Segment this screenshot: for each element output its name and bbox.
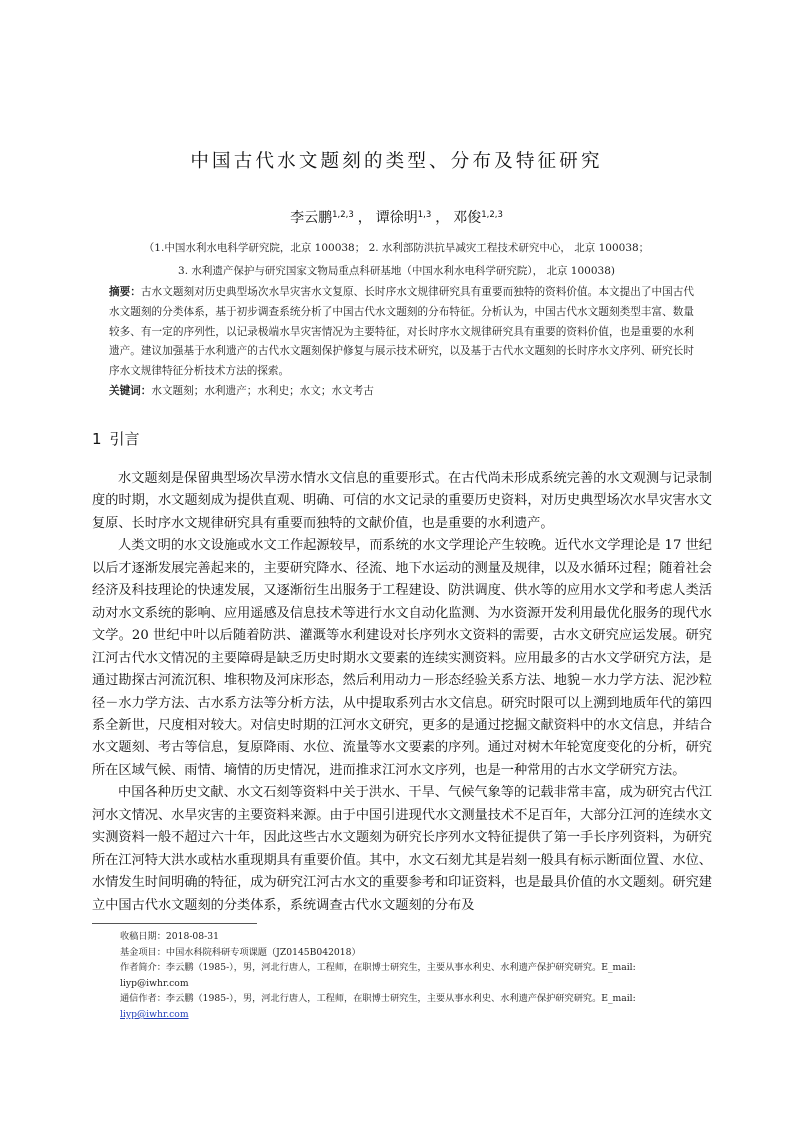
section-heading xyxy=(92,428,140,449)
keywords-text: 水文题刻；水利遗产；水利史；水文；水文考古 xyxy=(151,385,374,397)
author-name: 李云鹏 xyxy=(290,210,333,226)
footnote-divider xyxy=(92,923,257,924)
body-paragraph: 水文题刻是保留典型场次旱涝水情水文信息的重要形式。在古代尚未形成系统完善的水文观测与记录制度的时期，水文题刻成为提供直观、明确、可信的水文记录的重要历史资料，对历史典型场次水旱灾害水文复原、长时序水文规律研究具有重要而独特的文献价值，也是重要的水利遗产。 xyxy=(92,471,712,531)
section-number: 1 xyxy=(92,430,102,448)
footnote-fund: 基金项目：中国水科院科研专项课题（JZ0145B042018） xyxy=(120,946,361,958)
author-affiliation-mark: 1,2,3 xyxy=(481,210,503,220)
abstract-text: 古水文题刻对历史典型场次水旱灾害水文复原、长时序水文规律研究具有重要而独特的资料价值。本文提出了中国古代水文题刻的分类体系，基于初步调查系统分析了中国古代水文题刻的分布特征。分析认为，中国古代水文题刻类型丰富、数量较多、有一定的序列性，以记录极端水旱灾害情况为主要特征，对长时序水文规律研究具有重要的资料价值，也是重要的水利遗产。建议加强基于水利遗产的古代水文题刻保护修复与展示技术研究，以及基于古代水文题刻的长时序水文序列、研究长时序水文规律特征分析技术方法的探索。 xyxy=(109,286,695,378)
keywords xyxy=(109,383,694,398)
body-paragraph: 中国各种历史文献、水文石刻等资料中关于洪水、干旱、气候气象等的记载非常丰富，成为研究古代江河水文情况、水旱灾害的主要资料来源。由于中国引进现代水文测量技术不足百年，大部分江河的连续水文实测资料一般不超过六十年，因此这些古水文题刻为研究长序列水文特征提供了第一手长序列资料，为研究所在江河特大洪水或枯水重现期具有重要价值。其中，水文石刻尤其是岩刻一般具有标示断面位置、水位、水情发生时间明确的特征，成为研究江河古水文的重要参考和印证资料，也是最具价值的水文题刻。研究建立中国古代水文题刻的分类体系，系统调查古代水文题刻的分布及 xyxy=(92,785,712,913)
affiliation-line: 3. 水利遗产保护与研究国家文物局重点科研基地（中国水利水电科学研究院）， 北京 100038) xyxy=(178,265,615,277)
footnotes xyxy=(120,929,695,1023)
abstract xyxy=(109,283,694,382)
keywords-label: 关键词： xyxy=(109,385,152,397)
body-text xyxy=(92,468,712,917)
footnote-received: 收稿日期：2018-08-31 xyxy=(120,931,219,942)
footnote-corresponding: 通信作者：李云鹏（1985-），男，河北行唐人，工程师，在职博士研究生，主要从事水利史、水利遗产保护研究研究。E_mail: xyxy=(120,993,636,1005)
section-title: 引言 xyxy=(109,430,140,448)
author-affiliation-mark: 1,3 xyxy=(417,210,432,220)
footnote-author-intro: 作者简介：李云鹏（1985-），男，河北行唐人，工程师，在职博士研究生，主要从事水利史、水利遗产保护研究研究。E_mail: xyxy=(120,962,636,974)
author-name: 谭徐明 xyxy=(375,210,418,226)
body-paragraph: 人类文明的水文设施或水文工作起源较早，而系统的水文学理论产生较晚。近代水文学理论是 17 世纪以后才逐渐发展完善起来的，主要研究降水、径流、地下水运动的测量及规律，以及水循环过程；随着社会经济及科技理论的快速发展，又逐渐衍生出服务于工程建设、防洪调度、供水等的应用水文学和考虑人类活动对水文系统的影响、应用遥感及信息技术等进行水文自动化监测、为水资源开发利用最优化服务的现代水文学。20 世纪中叶以后随着防洪、灌溉等水利建设对长序列水文资料的需要，古水文研究应运发展。研究江河古代水文情况的主要障碍是缺乏历史时期水文要素的连续实测资料。应用最多的古水文学研究方法，是通过勘探古河流沉积、堆积物及河床形态，然后利用动力－形态经验关系方法、地貌－水力学方法、泥沙粒径－水力学方法、古水系方法等分析方法，从中提取系列古水文信息。研究时限可以上溯到地质年代的第四系全新世，尺度相对较大。对信史时期的江河水文研究，更多的是通过挖掘文献资料中的水文信息，并结合水文题刻、考古等信息，复原降雨、水位、流量等水文要素的序列。通过对树木年轮宽度变化的分析，研究所在区域气候、雨情、墒情的历史情况，进而推求江河水文序列，也是一种常用的古水文学研究方法。 xyxy=(92,538,712,778)
author-affiliation-mark: 1,2,3 xyxy=(332,210,354,220)
corresponding-email-link[interactable]: liyp@iwhr.com xyxy=(120,1008,189,1020)
author-separator: ， xyxy=(435,210,450,226)
footnote-author-email: liyp@iwhr.com xyxy=(120,977,189,989)
author-name: 邓俊 xyxy=(453,210,482,226)
paper-title: 中国古代水文题刻的类型、分布及特征研究 xyxy=(190,151,603,172)
abstract-label: 摘要： xyxy=(109,286,141,298)
affiliation-line: （1.中国水利水电科学研究院，北京 100038； 2. 水利部防洪抗旱减灾工程技术研究中心， 北京 100038； xyxy=(143,242,650,254)
author-line xyxy=(0,207,793,227)
author-separator: ， xyxy=(357,210,372,226)
